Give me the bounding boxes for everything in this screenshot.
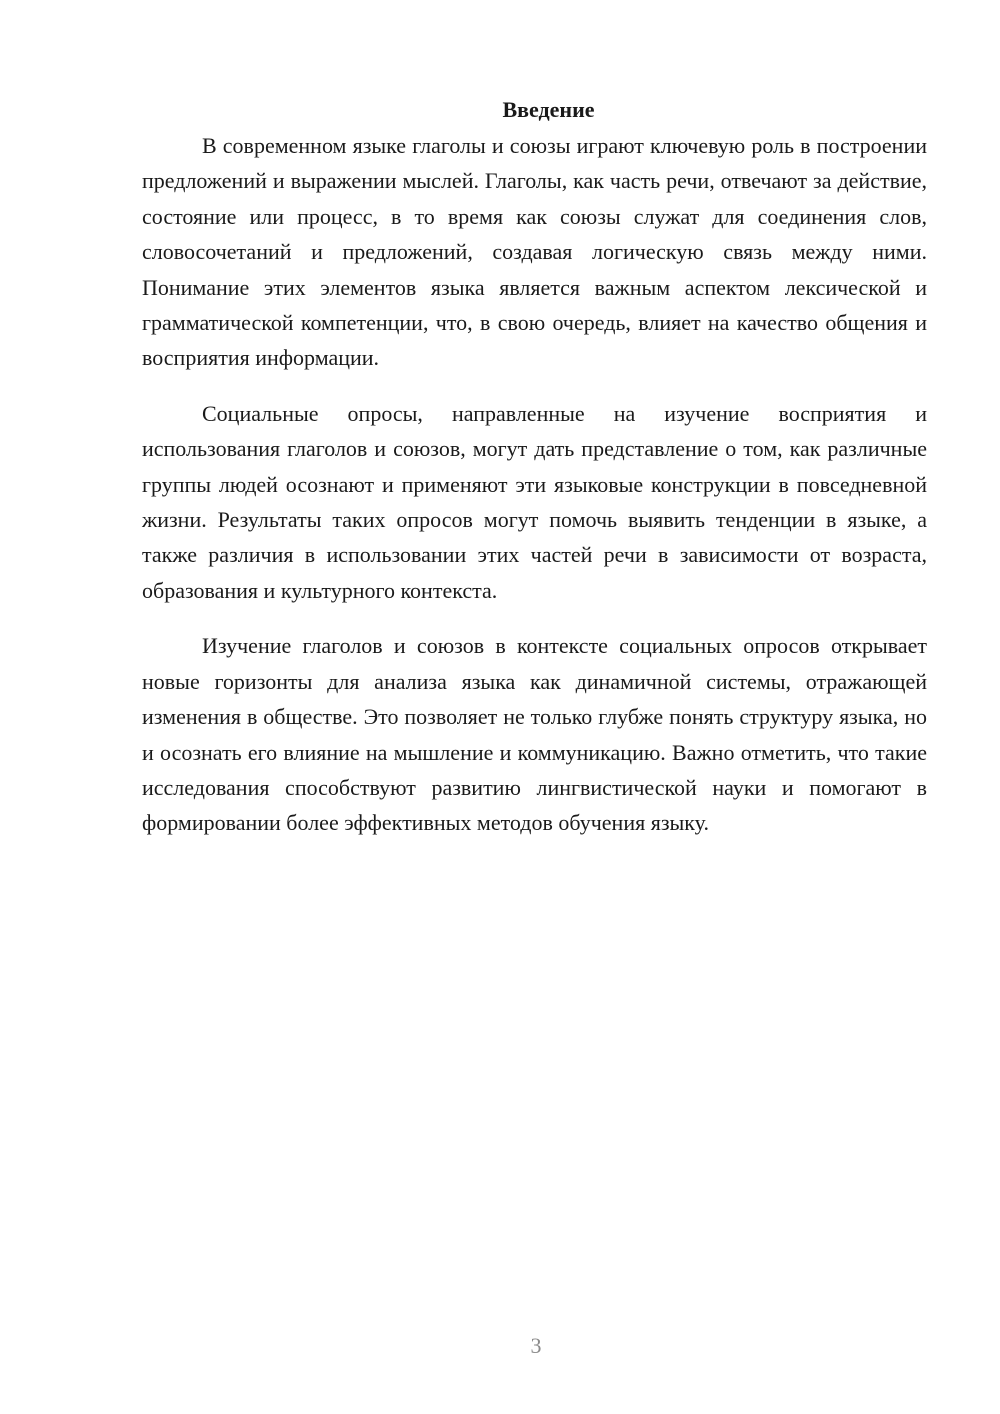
paragraph-intro: В современном языке глаголы и союзы играют ключевую роль в построении предложений и выражении мыслей. Глаголы, как часть речи, отвечают за действие, состояние или процесс, в то время как союзы служат для соединения слов, словосочетаний и предложений, создавая логическую связь между ними. Понимание этих элементов языка является важным аспектом лексической и грамматической компетенции, что, в свою очередь, влияет на качество общения и восприятия информации.	[142, 133, 927, 371]
page-content	[142, 92, 927, 841]
paragraph-conclusion: Изучение глаголов и союзов в контексте социальных опросов открывает новые горизонты для анализа языка как динамичной системы, отражающей изменения в обществе. Это позволяет не только глубже понять структуру языка, но и осознать его влияние на мышление и коммуникацию. Важно отметить, что такие исследования способствуют развитию лингвистической науки и помогают в формировании более эффективных методов обучения языку.	[142, 633, 927, 836]
paragraph-surveys: Социальные опросы, направленные на изучение восприятия и использования глаголов и союзов, могут дать представление о том, как различные группы людей осознают и применяют эти языковые конструкции в повседневной жизни. Результаты таких опросов могут помочь выявить тенденции в языке, а также различия в использовании этих частей речи в зависимости от возраста, образования и культурного контекста.	[142, 400, 927, 603]
page-number: 3	[530, 1333, 542, 1358]
section-title: Введение	[502, 97, 595, 122]
